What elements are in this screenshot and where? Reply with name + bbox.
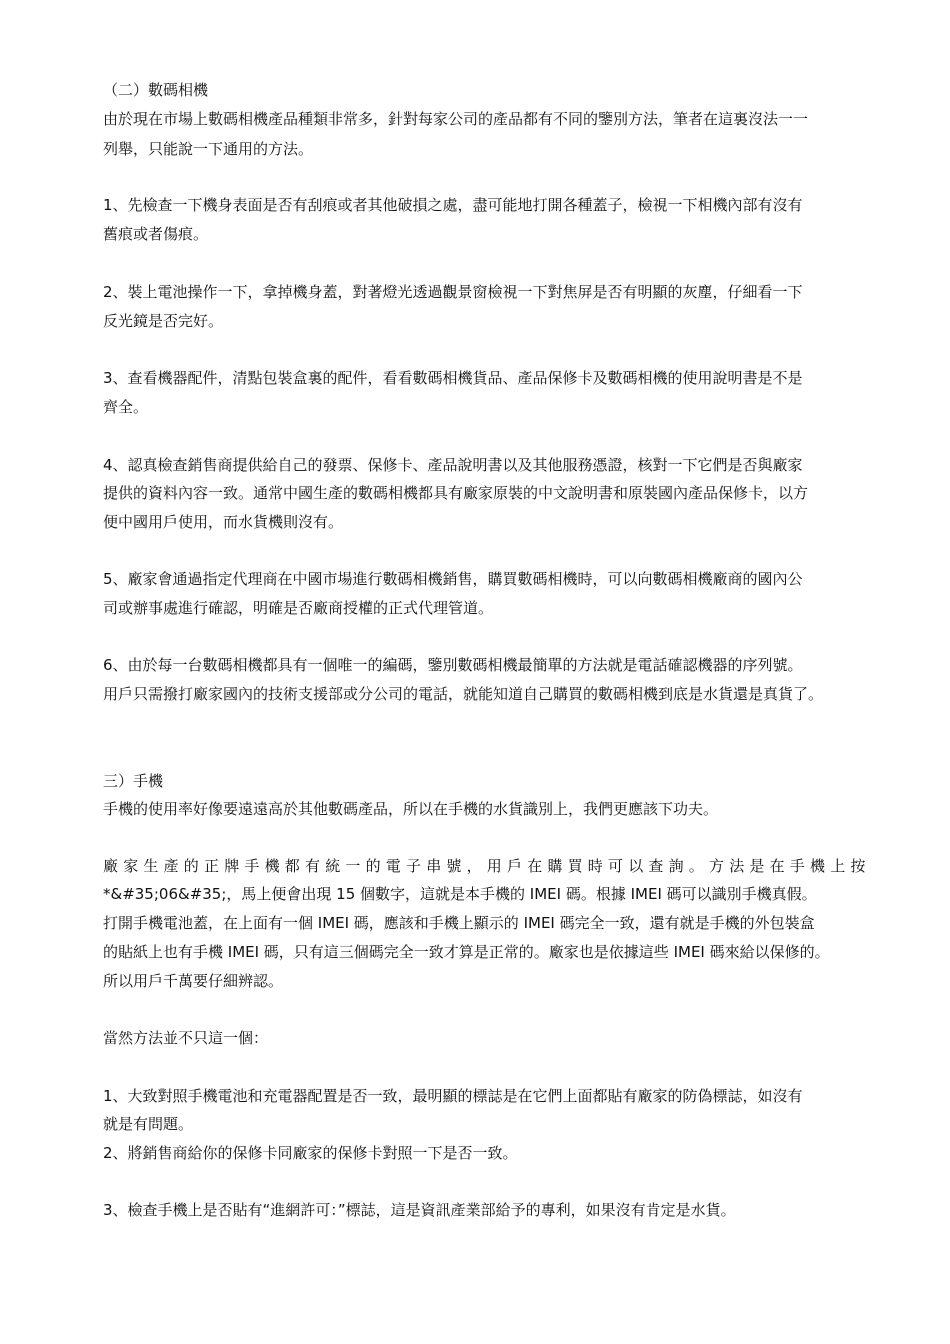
- section-heading-digital-camera: （二）數碼相機: [103, 81, 209, 99]
- list-item-line: 用戶只需撥打廠家國內的技術支援部或分公司的電話，就能知道自己購買的數碼相機到底是水貨還是真貨了。: [103, 685, 824, 703]
- list-item-line: 反光鏡是否完好。: [103, 312, 224, 330]
- list-item-line: 便中國用戶使用，而水貨機則沒有。: [103, 513, 344, 531]
- list-item-line: 3、查看機器配件，清點包裝盒裏的配件，看看數碼相機貨品、產品保修卡及數碼相機的使用說明書是不是: [103, 369, 803, 387]
- list-item-line: 5、廠家會通過指定代理商在中國市場進行數碼相機銷售，購買數碼相機時，可以向數碼相機廠商的國內公: [103, 570, 803, 588]
- paragraph-line: *&#35;06&#35;，馬上便會出現 15 個數字，這就是本手機的 IMEI 碼。根據 IMEI 碼可以識別手機真假。: [103, 885, 817, 903]
- section-intro-line: 列舉，只能說一下通用的方法。: [103, 140, 314, 158]
- list-item-line: 3、檢查手機上是否貼有“進網許可：”標誌，這是資訊產業部給予的專利，如果沒有肯定是水貨。: [103, 1201, 736, 1219]
- section-intro-line: 由於現在市場上數碼相機產品種類非常多，針對每家公司的產品都有不同的鑒別方法，筆者在這裏沒法一一: [103, 110, 809, 128]
- paragraph-line: 廠家生產的正牌手機都有統一的電子串號，用戶在購買時可以查詢。方法是在手機上按: [103, 857, 871, 875]
- list-item-line: 1、先檢查一下機身表面是否有刮痕或者其他破損之處，盡可能地打開各種蓋子，檢視一下相機內部有沒有: [103, 196, 803, 214]
- list-item-line: 1、大致對照手機電池和充電器配置是否一致，最明顯的標誌是在它們上面都貼有廠家的防偽標誌，如沒有: [103, 1087, 803, 1105]
- list-item-line: 6、由於每一台數碼相機都具有一個唯一的編碼，鑒別數碼相機最簡單的方法就是電話確認機器的序列號。: [103, 656, 803, 674]
- list-item-line: 司或辦事處進行確認，明確是否廠商授權的正式代理管道。: [103, 599, 494, 617]
- paragraph-line: 打開手機電池蓋，在上面有一個 IMEI 碼，應該和手機上顯示的 IMEI 碼完全一致，還有就是手機的外包裝盒: [103, 914, 815, 932]
- list-item-line: 齊全。: [103, 398, 149, 416]
- list-item-line: 舊痕或者傷痕。: [103, 225, 209, 243]
- list-item-line: 2、裝上電池操作一下，拿掉機身蓋，對著燈光透過觀景窗檢視一下對焦屏是否有明顯的灰塵，仔細看一下: [103, 283, 803, 301]
- paragraph-line: 所以用戶千萬要仔細辨認。: [103, 972, 284, 990]
- list-item-line: 就是有問題。: [103, 1115, 194, 1133]
- section-intro-line: 手機的使用率好像要遠遠高於其他數碼產品，所以在手機的水貨識別上，我們更應該下功夫。: [103, 800, 719, 818]
- section-heading-mobile-phone: 三）手機: [103, 772, 164, 790]
- list-item-line: 4、認真檢查銷售商提供給自己的發票、保修卡、產品說明書以及其他服務憑證，核對一下它們是否與廠家: [103, 456, 803, 474]
- paragraph-line: 的貼紙上也有手機 IMEI 碼，只有這三個碼完全一致才算是正常的。廠家也是依據這些 IMEI 碼來給以保修的。: [103, 943, 830, 961]
- other-methods-line: 當然方法並不只這一個：: [103, 1029, 269, 1047]
- list-item-line: 2、將銷售商給你的保修卡同廠家的保修卡對照一下是否一致。: [103, 1144, 518, 1162]
- list-item-line: 提供的資料內容一致。通常中國生產的數碼相機都具有廠家原裝的中文說明書和原裝國內產品保修卡，以方: [103, 484, 809, 502]
